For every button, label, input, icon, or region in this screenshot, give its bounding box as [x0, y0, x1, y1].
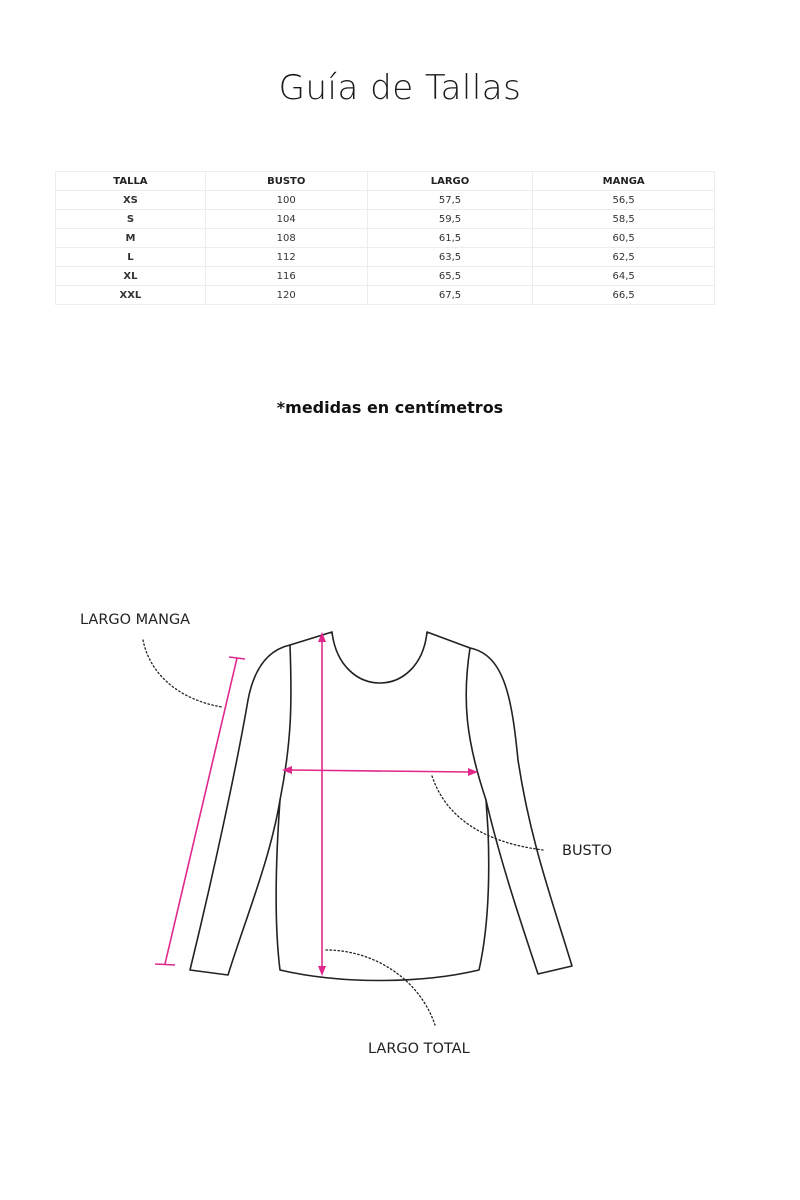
size-table [55, 171, 715, 305]
table-row [56, 286, 715, 305]
cell-largo: 61,5 [367, 229, 533, 248]
cell-busto: 108 [205, 229, 367, 248]
header-largo: LARGO [367, 172, 533, 191]
table-row [56, 267, 715, 286]
garment-measurement-diagram [0, 580, 800, 1080]
busto-left-arrow [282, 766, 292, 774]
cell-busto: 116 [205, 267, 367, 286]
header-talla: TALLA [56, 172, 206, 191]
cell-largo: 63,5 [367, 248, 533, 267]
cell-largo: 57,5 [367, 191, 533, 210]
header-busto: BUSTO [205, 172, 367, 191]
cell-largo: 67,5 [367, 286, 533, 305]
table-row [56, 210, 715, 229]
cell-manga: 66,5 [533, 286, 715, 305]
largo-total-leader [326, 950, 435, 1025]
table-row [56, 248, 715, 267]
cell-talla: M [56, 229, 206, 248]
label-largo-total: LARGO TOTAL [368, 1041, 470, 1057]
label-largo-manga: LARGO MANGA [80, 612, 191, 628]
cell-busto: 104 [205, 210, 367, 229]
largo-total-bottom-arrow [318, 966, 326, 976]
table-row [56, 229, 715, 248]
cell-largo: 65,5 [367, 267, 533, 286]
label-busto: BUSTO [562, 843, 613, 859]
largo-manga-top-tick [229, 657, 245, 659]
largo-manga-bottom-tick [155, 964, 175, 965]
sweater-outline [190, 632, 572, 981]
measurement-lines [155, 632, 478, 976]
table-row [56, 191, 715, 210]
cell-talla: S [56, 210, 206, 229]
cell-talla: XS [56, 191, 206, 210]
cell-manga: 62,5 [533, 248, 715, 267]
header-manga: MANGA [533, 172, 715, 191]
leader-lines [143, 640, 543, 1025]
cell-talla: XXL [56, 286, 206, 305]
cell-talla: L [56, 248, 206, 267]
cell-largo: 59,5 [367, 210, 533, 229]
cell-talla: XL [56, 267, 206, 286]
cell-busto: 120 [205, 286, 367, 305]
cell-manga: 64,5 [533, 267, 715, 286]
units-note: *medidas en centímetros [276, 398, 504, 417]
page-title: Guía de Tallas [278, 68, 522, 108]
largo-manga-leader [143, 640, 222, 707]
cell-manga: 58,5 [533, 210, 715, 229]
cell-manga: 60,5 [533, 229, 715, 248]
cell-manga: 56,5 [533, 191, 715, 210]
cell-busto: 100 [205, 191, 367, 210]
cell-busto: 112 [205, 248, 367, 267]
busto-line [290, 770, 470, 772]
table-header-row [56, 172, 715, 191]
